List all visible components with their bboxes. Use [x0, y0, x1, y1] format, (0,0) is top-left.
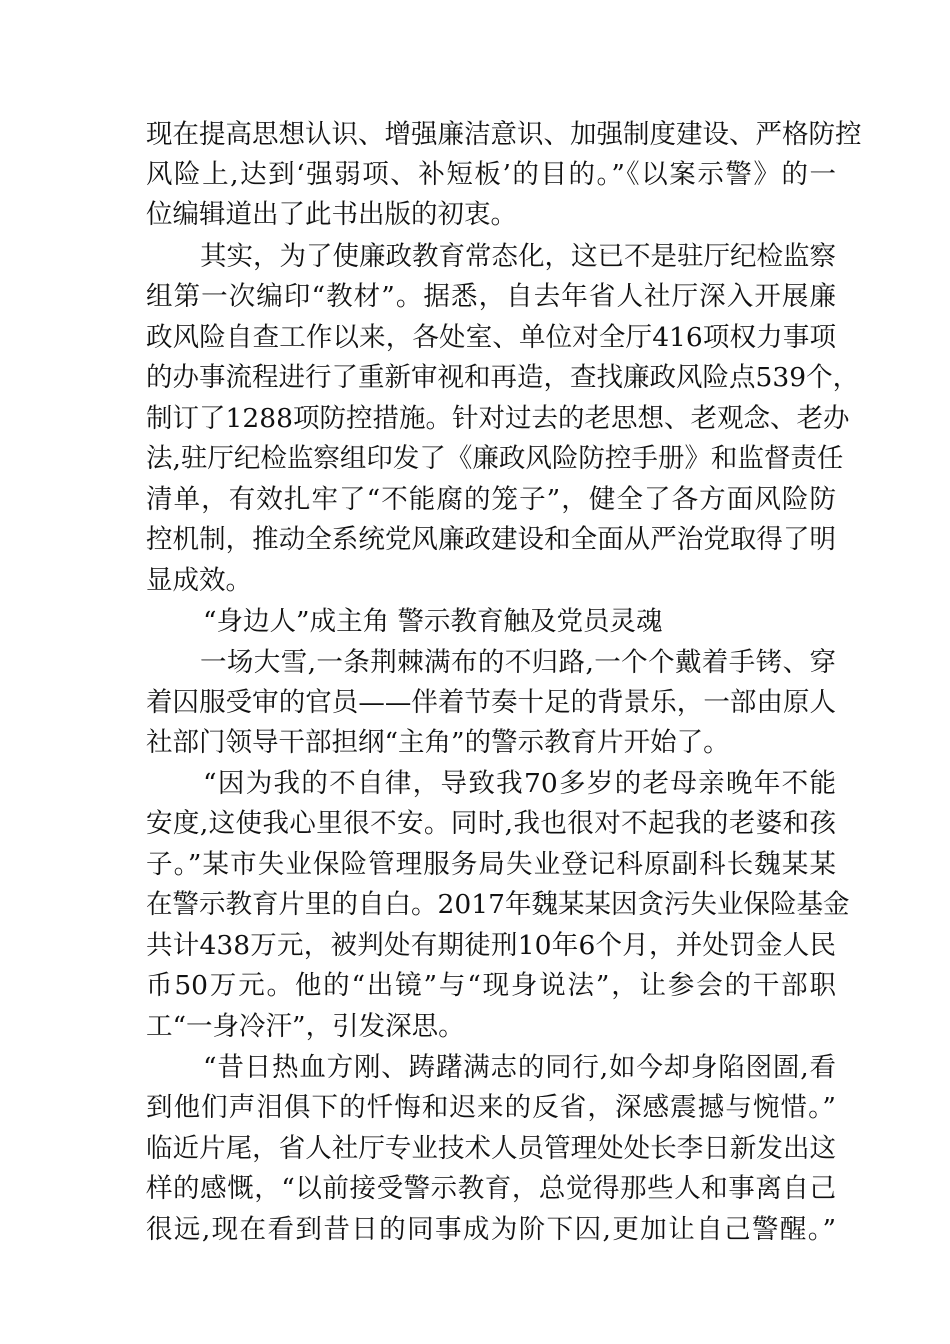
paragraph-line: “昔日热血方刚、踌躇满志的同行,如今却身陷囹圄,看 [203, 1052, 836, 1083]
paragraph-line: 币50万元。他的“出镜”与“现身说法”，让参会的干部职 [146, 970, 836, 1001]
paragraph-line: 很远,现在看到昔日的同事成为阶下囚,更加让自己警醒。” [146, 1214, 836, 1245]
paragraph-line: 着囚服受审的官员——伴着节奏十足的背景乐，一部由原人 [146, 687, 836, 718]
paragraph-line: 制订了1288项防控措施。针对过去的老思想、老观念、老办 [146, 403, 850, 434]
paragraph-line: 工“一身冷汗”，引发深思。 [146, 1011, 465, 1042]
paragraph-line: 到他们声泪俱下的忏悔和迟来的反省，深感震撼与惋惜。” [146, 1092, 836, 1123]
paragraph-line: 的办事流程进行了重新审视和再造，查找廉政风险点539个， [146, 362, 860, 393]
paragraph-line: 社部门领导干部担纲“主角”的警示教育片开始了。 [146, 727, 730, 758]
paragraph-line: 控机制，推动全系统党风廉政建设和全面从严治党取得了明 [146, 524, 836, 555]
paragraph-line: 在警示教育片里的自白。2017年魏某某因贪污失业保险基金 [146, 889, 850, 920]
paragraph-line: 显成效。 [146, 565, 252, 596]
paragraph-line: 样的感慨，“以前接受警示教育，总觉得那些人和事离自己 [146, 1173, 836, 1204]
section-heading: “身边人”成主角 警示教育触及党员灵魂 [203, 606, 663, 637]
paragraph-line: 风险上,达到‘强弱项、补短板’的目的。”《以案示警》的一 [146, 159, 836, 190]
paragraph-line: 共计438万元，被判处有期徒刑10年6个月，并处罚金人民 [146, 930, 836, 961]
paragraph-line: 政风险自查工作以来，各处室、单位对全厅416项权力事项 [146, 322, 836, 353]
paragraph-line: “因为我的不自律，导致我70多岁的老母亲晚年不能 [203, 768, 836, 799]
paragraph-line: 其实，为了使廉政教育常态化，这已不是驻厅纪检监察 [200, 241, 836, 272]
paragraph-line: 一场大雪,一条荆棘满布的不归路,一个个戴着手铐、穿 [200, 647, 836, 678]
paragraph-line: 临近片尾，省人社厅专业技术人员管理处处长李日新发出这 [146, 1133, 836, 1164]
paragraph-line: 子。”某市失业保险管理服务局失业登记科原副科长魏某某 [146, 849, 836, 880]
paragraph-line: 位编辑道出了此书出版的初衷。 [146, 199, 517, 230]
paragraph-line: 现在提高思想认识、增强廉洁意识、加强制度建设、严格防控 [146, 119, 862, 150]
paragraph-line: 法,驻厅纪检监察组印发了《廉政风险防控手册》和监督责任 [146, 443, 844, 474]
paragraph-line: 清单，有效扎牢了“不能腐的笼子”，健全了各方面风险防 [146, 484, 836, 515]
paragraph-line: 安度,这使我心里很不安。同时,我也很对不起我的老婆和孩 [146, 808, 836, 839]
paragraph-line: 组第一次编印“教材”。据悉，自去年省人社厅深入开展廉 [146, 281, 836, 312]
